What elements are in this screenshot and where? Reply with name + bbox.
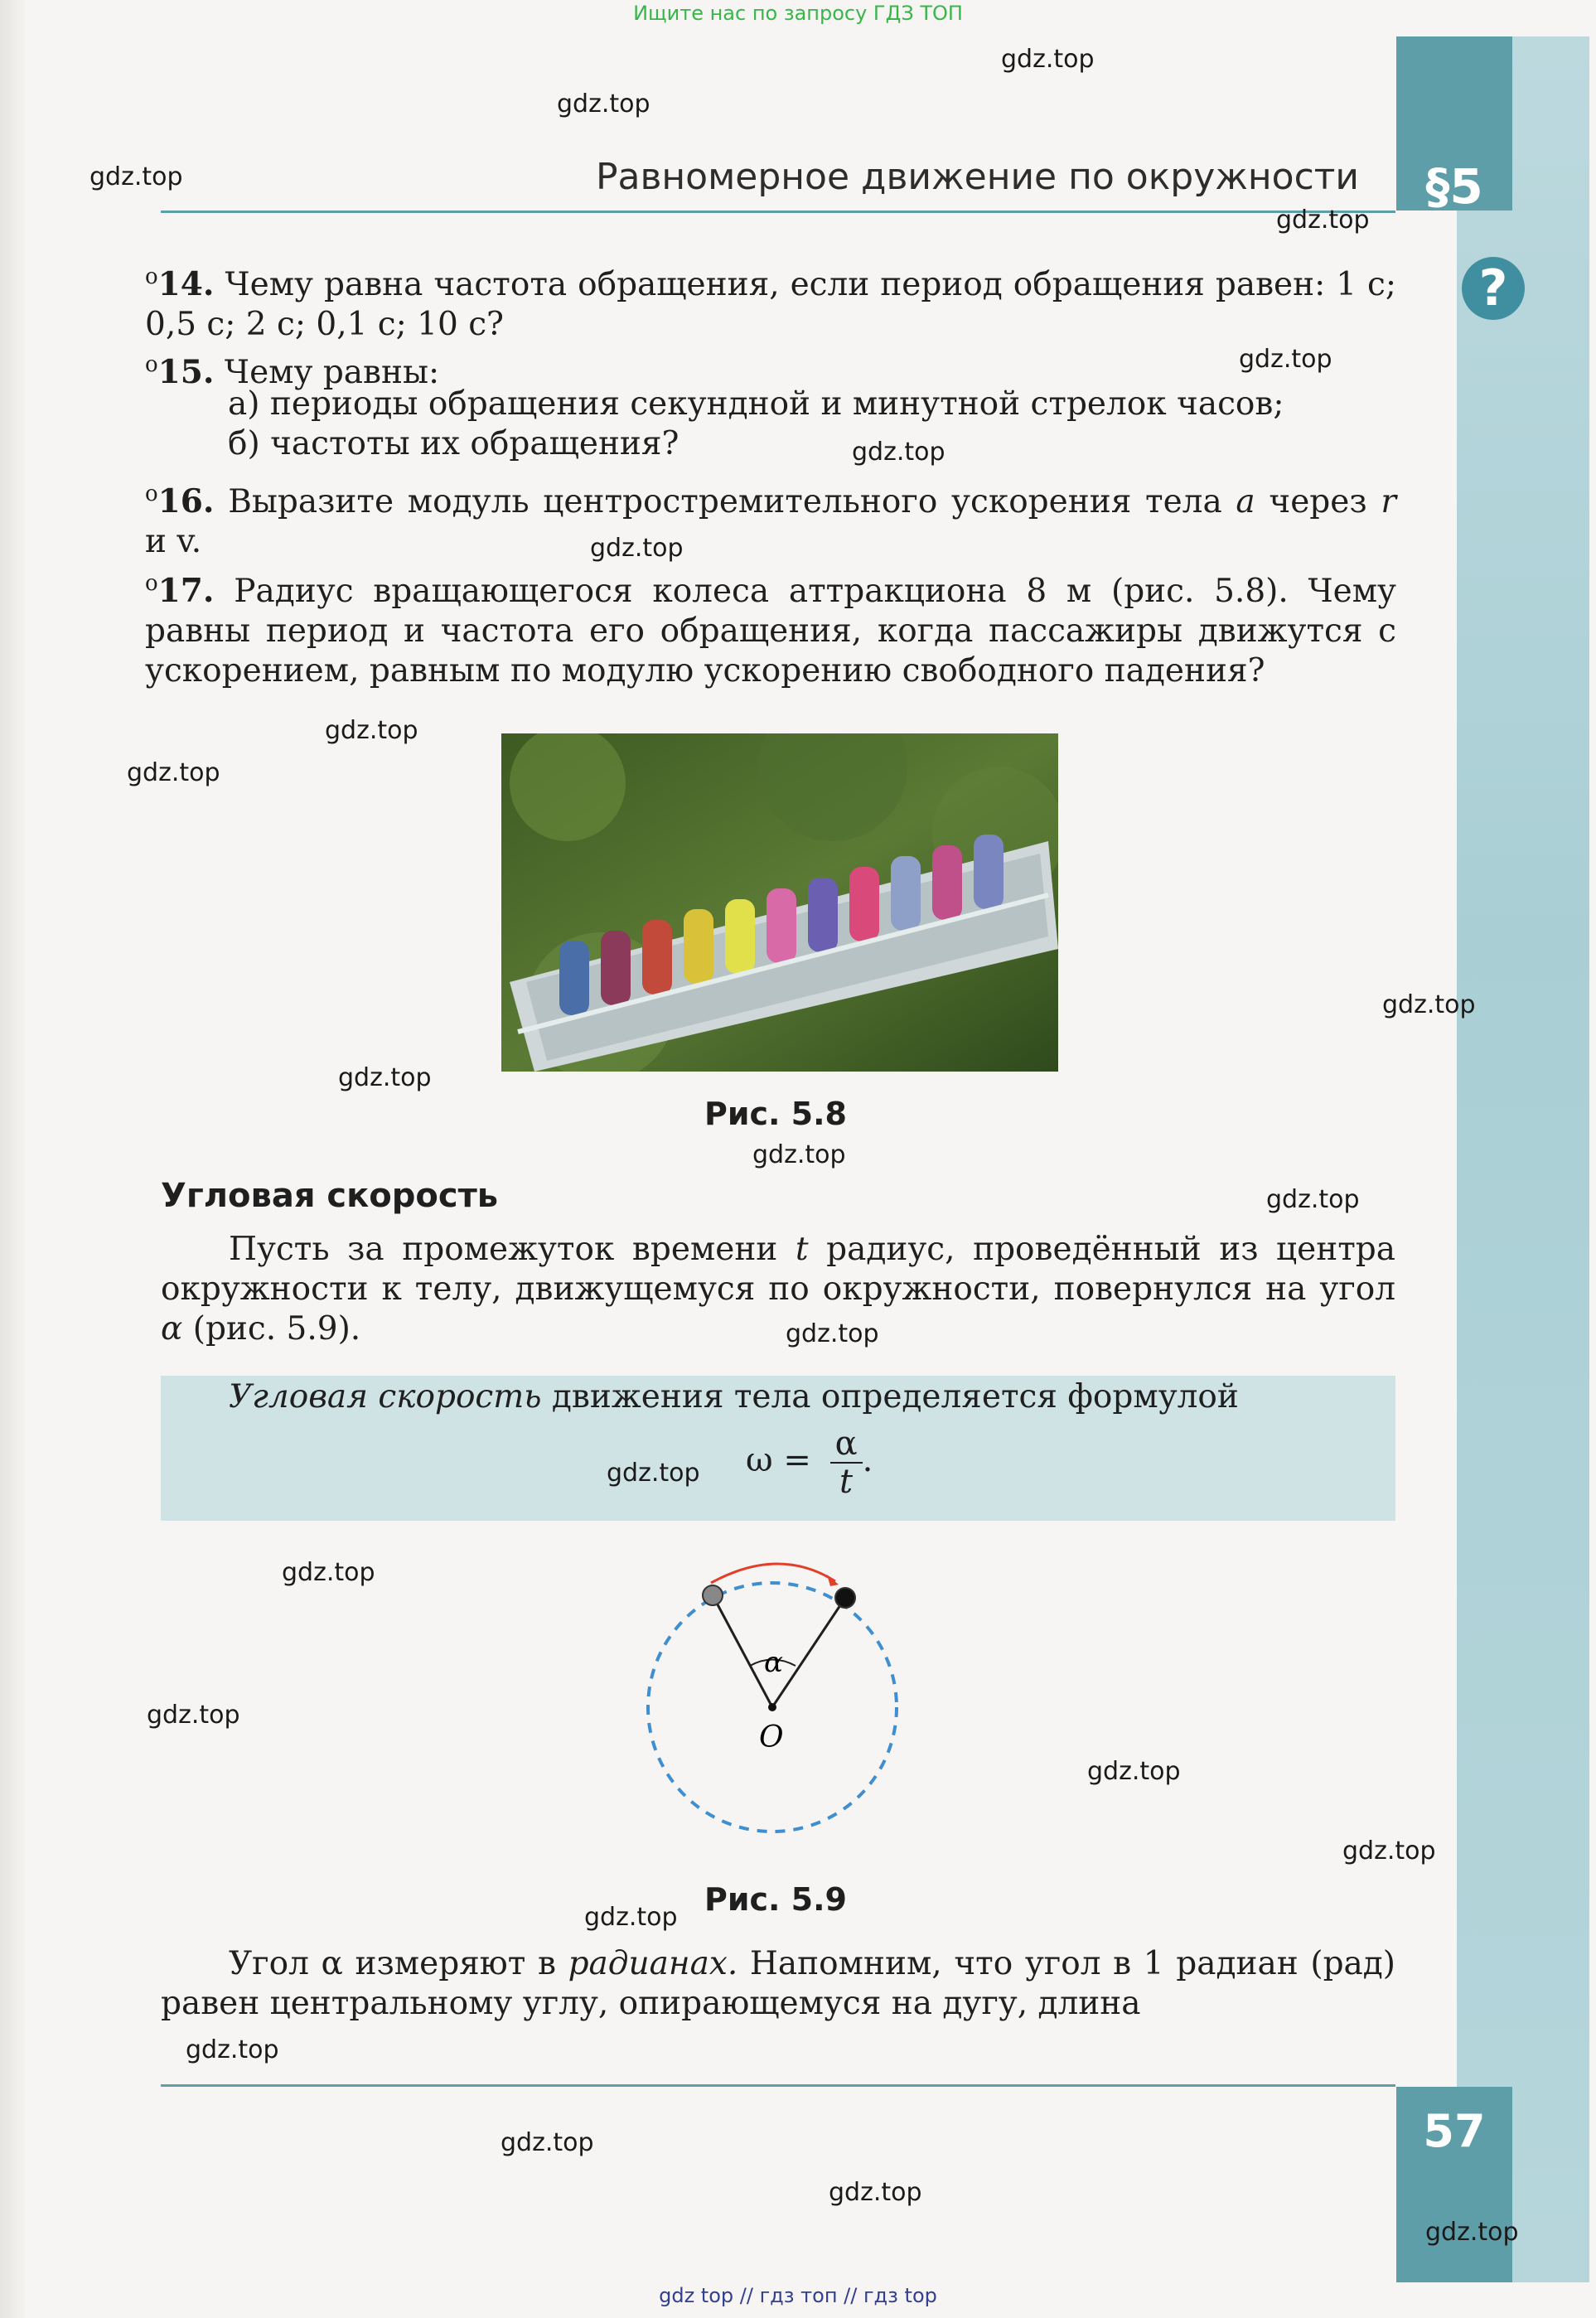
watermark: gdz.top (786, 1319, 879, 1348)
section-heading: Угловая скорость (161, 1177, 499, 1215)
watermark: gdz.top (1382, 990, 1476, 1019)
body-final (835, 1588, 855, 1608)
watermark: gdz.top (1001, 45, 1095, 74)
watermark: gdz.top (1276, 206, 1370, 235)
footer-rule (161, 2084, 1395, 2087)
page-header-title: Равномерное движение по окружности (595, 156, 1359, 198)
figure-5-9-caption: Рис. 5.9 (704, 1881, 847, 1918)
section-badge: §5 (1425, 158, 1483, 215)
watermark: gdz.top (1266, 1185, 1360, 1214)
watermark: gdz.top (127, 758, 220, 787)
watermark: gdz.top (501, 2128, 594, 2157)
watermark: gdz.top (852, 438, 946, 467)
watermark: gdz.top (1425, 2218, 1519, 2247)
bottom-site-links[interactable]: gdz top // гдз топ // гдз top (659, 2284, 937, 2307)
watermark: gdz.top (607, 1459, 700, 1488)
watermark: gdz.top (89, 162, 183, 191)
page-number: 57 (1423, 2105, 1486, 2157)
ferris-wheel-photo (501, 733, 1058, 1072)
watermark: gdz.top (1342, 1836, 1436, 1866)
center-point (768, 1703, 776, 1711)
watermark: gdz.top (1239, 345, 1332, 374)
watermark: gdz.top (1087, 1757, 1181, 1786)
radius-line-final (772, 1598, 845, 1707)
angular-velocity-formula: ω = $\frac{\alpha}{t}$ . (746, 1425, 873, 1501)
watermark: gdz.top (282, 1558, 375, 1587)
watermark: gdz.top (557, 90, 650, 119)
paragraph-angular: Пусть за промежуток времени t радиус, проведённый из центра окружности к телу, движущемуся по окружности, повернулся на угол α (рис. 5.9). (161, 1231, 1395, 1348)
center-label: O (759, 1720, 784, 1754)
watermark: gdz.top (338, 1063, 432, 1092)
header-rule (161, 211, 1395, 213)
body-initial (703, 1585, 723, 1605)
figure-5-8-caption: Рис. 5.8 (704, 1096, 847, 1132)
question-icon: ? (1462, 257, 1525, 320)
top-search-link[interactable]: Ищите нас по запросу ГДЗ ТОП (633, 2, 963, 25)
question-16: $^o$16. Выразите модуль центростремительного ускорения тела a через r и v. (145, 482, 1396, 560)
scan-left-edge (0, 0, 25, 2318)
watermark: gdz.top (186, 2035, 279, 2064)
definition-text: Угловая скорость движения тела определяется формулой (229, 1378, 1239, 1415)
question-15-a: а) периоды обращения секундной и минутной стрелок часов; (228, 385, 1284, 423)
alpha-label: α (764, 1646, 783, 1679)
watermark: gdz.top (590, 534, 684, 563)
watermark: gdz.top (829, 2178, 922, 2207)
question-15-b: б) частоты их обращения? (228, 425, 680, 462)
paragraph-radian: Угол α измеряют в радианах. Напомним, что угол в 1 радиан (рад) равен центральному углу, опирающемуся на дугу, длина (161, 1945, 1396, 2022)
arrowhead (827, 1575, 839, 1586)
watermark: gdz.top (752, 1140, 846, 1169)
figure-5-9-diagram (613, 1550, 945, 1856)
watermark: gdz.top (584, 1903, 678, 1932)
question-15: $^o$15. Чему равны: (145, 352, 440, 391)
motion-arc-arrow (711, 1564, 835, 1583)
watermark: gdz.top (147, 1701, 240, 1730)
question-17: $^o$17. Радиус вращающегося колеса аттракциона 8 м (рис. 5.8). Чему равны период и частота его обращения, когда пассажиры движутся с ускорением, равным по модулю ускорению свободного падения? (145, 571, 1396, 690)
question-14: $^o$14. Чему равна частота обращения, если период обращения равен: 1 с; 0,5 с; 2 с; 0,1 с; 10 с? (145, 264, 1396, 343)
right-margin-band (1457, 36, 1589, 2282)
watermark: gdz.top (325, 716, 418, 745)
